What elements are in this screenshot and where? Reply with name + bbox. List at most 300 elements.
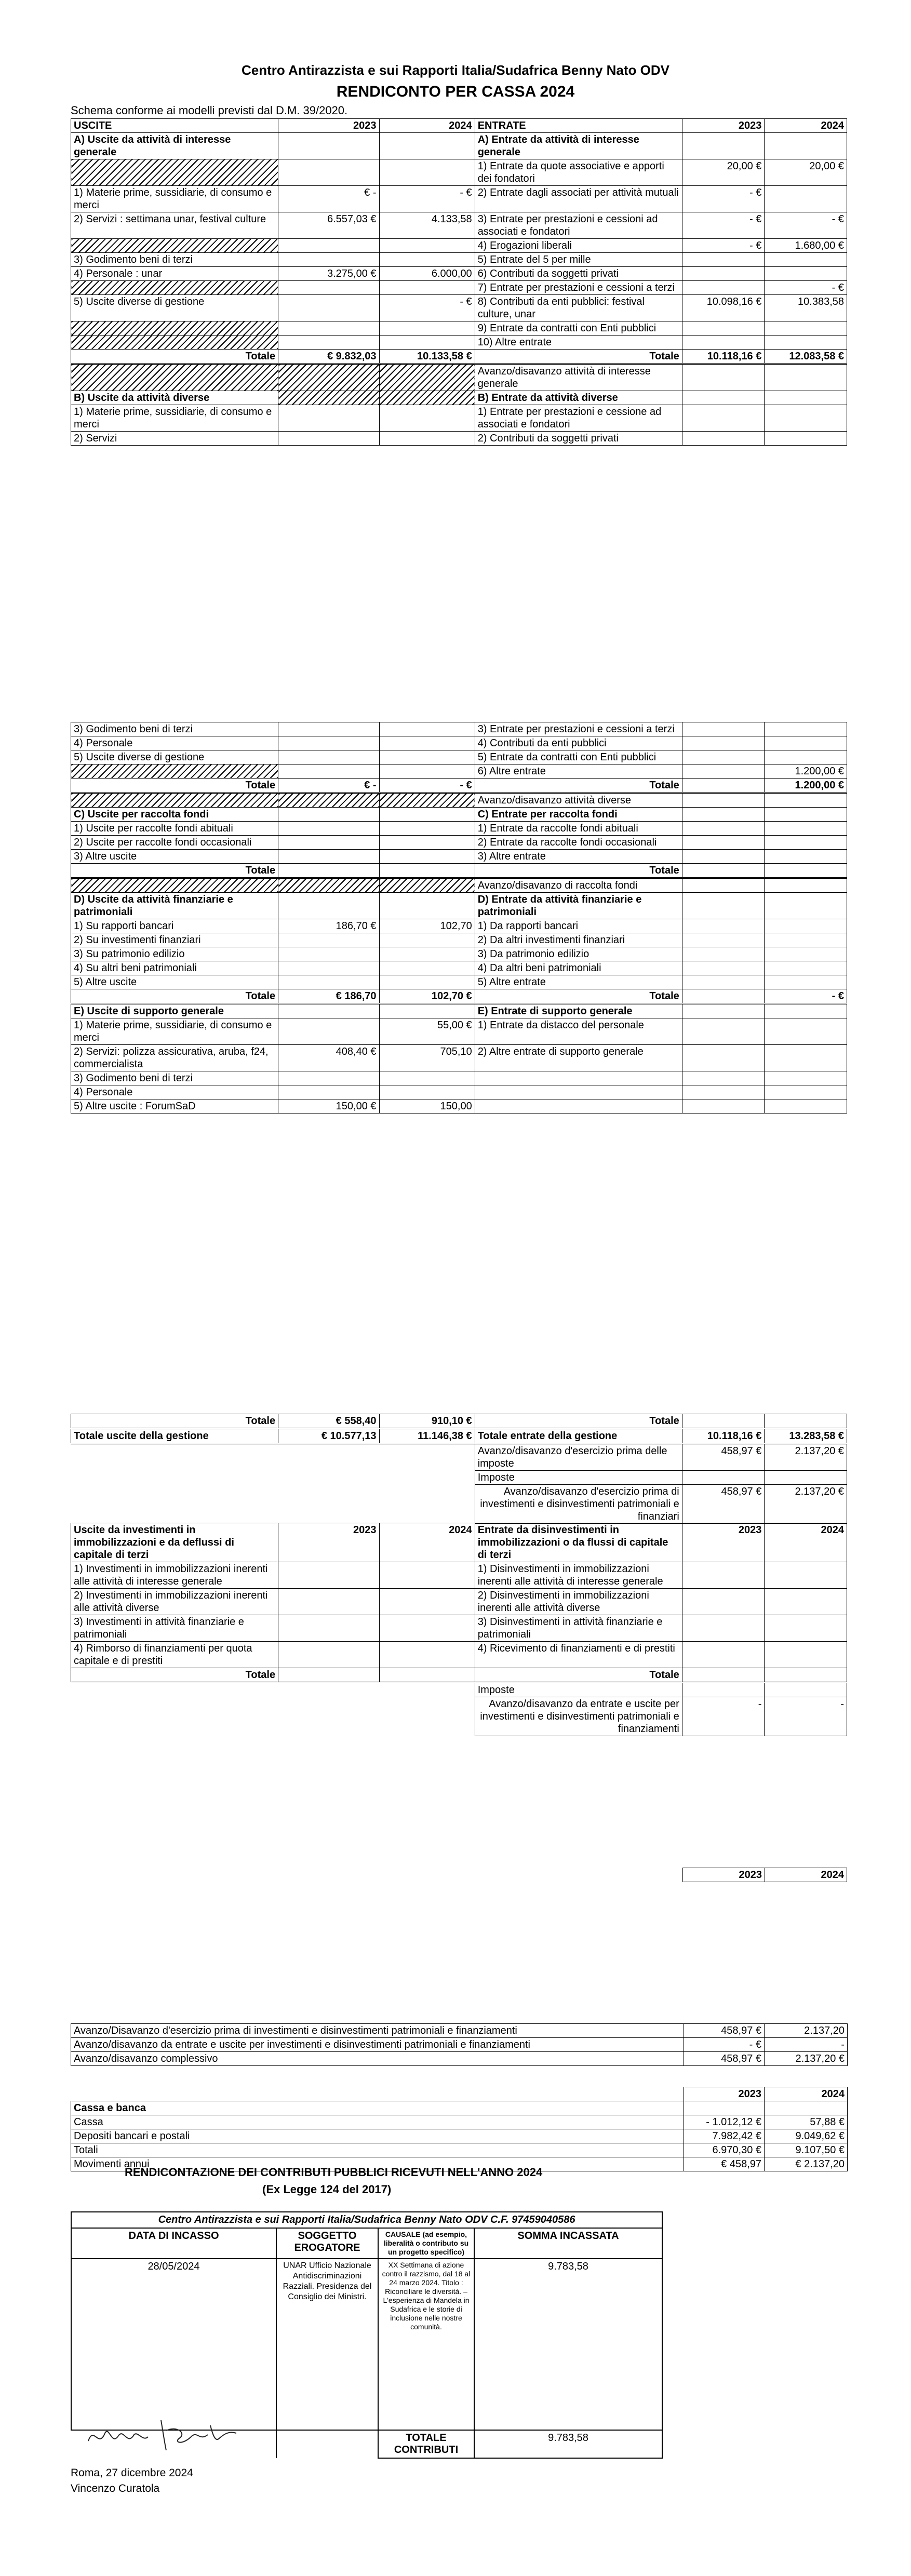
table-cell [278,975,379,989]
contrib-causale: XX Settimana di azione contro il razzismo, dal 18 al 24 marzo 2024. Titolo : Riconciliare le diversità. – L'esperienza di Mandela in Sudafrica e le storie di inclusione nelle nostre comunità. [378,2259,474,2430]
table-cell [682,1642,765,1668]
table-row [71,793,847,808]
table-cell: 20,00 € [765,159,847,186]
table-cell: 4) Personale : unar [71,267,278,281]
table-cell [278,1444,379,1471]
report-title: RENDICONTO PER CASSA 2024 [336,83,575,100]
table-cell: 3) Godimento beni di terzi [71,1071,278,1085]
table-cell [682,961,765,975]
header-cell: ENTRATE [475,119,682,133]
table-row [71,722,847,736]
table-cell: 6.000,00 [379,267,475,281]
table-cell: - 1.012,12 € [684,2115,765,2129]
table-cell [278,1642,379,1668]
col-causale: CAUSALE (ad esempio, liberalità o contributo su un progetto specifico) [378,2228,474,2259]
table-cell [379,1589,475,1615]
table-cell [765,750,847,764]
table-cell: - € [379,186,475,212]
table-cell: 6) Altre entrate [475,764,682,779]
table-cell [379,1697,475,1736]
table-row [71,947,847,961]
table-cell [765,975,847,989]
table-cell: 2) Entrate dagli associati per attività mutuali [475,186,682,212]
table-cell [379,1071,475,1085]
table-cell: Avanzo/disavanzo attività diverse [475,793,682,808]
table-cell: - € [684,2038,765,2052]
table-cell: - € [765,989,847,1004]
table-cell [278,822,379,836]
table-cell [682,850,765,864]
table-cell [765,432,847,446]
table-cell: 1) Materie prime, sussidiarie, di consumo e merci [71,1018,278,1045]
table-row [71,405,847,432]
table-cell [379,808,475,822]
table-cell [765,961,847,975]
table-cell: Cassa [71,2115,684,2129]
header-cell: 2024 [765,119,847,133]
table-cell: B) Entrate da attività diverse [475,391,682,405]
table-cell [379,975,475,989]
table-cell: 1) Su rapporti bancari [71,919,278,933]
table-cell: 2) Altre entrate di supporto generale [475,1045,682,1071]
table-cell [379,1615,475,1642]
table-row [71,1444,847,1471]
table-cell: - [765,2038,848,2052]
table-cell: 9.049,62 € [765,2129,848,2143]
table-row [71,989,847,1004]
table-cell: 10.383,58 [765,295,847,321]
table-cell: 2) Servizi : settimana unar, festival culture [71,212,278,239]
table-row [71,321,847,336]
table-cell: 3.275,00 € [278,267,379,281]
table-cell [379,1471,475,1485]
table-cell [765,1642,847,1668]
table-cell [278,764,379,779]
table-cell [765,822,847,836]
table-cell [682,1471,765,1485]
table-cell: - [682,1697,765,1736]
table-row [71,239,847,253]
table-cell: 1) Da rapporti bancari [475,919,682,933]
table-cell: 6.970,30 € [684,2143,765,2157]
table-cell: Depositi bancari e postali [71,2129,684,2143]
table-row [71,1683,847,1697]
table-cell: E) Entrate di supporto generale [475,1004,682,1018]
table-cell [71,336,278,350]
table-cell: Totale [475,779,682,793]
table-row [71,1018,847,1045]
totals-table [71,1414,847,1524]
table-cell [475,1099,682,1113]
table-cell: 4) Personale [71,1085,278,1099]
table-cell [682,405,765,432]
table-cell: Avanzo/disavanzo complessivo [71,2052,684,2066]
table-row [71,186,847,212]
table-cell: 3) Entrate per prestazioni e cessioni a terzi [475,722,682,736]
table-cell [278,391,379,405]
table-cell: E) Uscite di supporto generale [71,1004,278,1018]
table-row [71,281,847,295]
table-cell [379,836,475,850]
table-cell [765,864,847,878]
place-date: Roma, 27 dicembre 2024 [71,2467,193,2479]
table-cell [278,736,379,750]
table-cell [765,793,847,808]
table-cell: 458,97 € [682,1485,765,1524]
table-cell: 9.107,50 € [765,2143,848,2157]
table-cell: Totale [475,350,682,364]
table-cell: 2) Da altri investimenti finanziari [475,933,682,947]
table-cell [682,1562,765,1589]
contributions-subtitle: (Ex Legge 124 del 2017) [262,2183,392,2196]
table-cell [682,1589,765,1615]
table-cell: Imposte [475,1683,682,1697]
table-cell: 3) Investimenti in attività finanziarie e patrimoniali [71,1615,278,1642]
table-cell: 5) Entrate del 5 per mille [475,253,682,267]
table-cell [682,764,765,779]
table-row [71,2129,848,2143]
table-cell [278,1697,379,1736]
col-erogatore: SOGGETTO EROGATORE [276,2228,378,2259]
table-cell: Totale [475,1668,682,1683]
table-row [71,253,847,267]
contrib-somma: 9.783,58 [474,2259,662,2430]
table-cell: Avanzo/disavanzo attività di interesse generale [475,364,682,391]
table-row [71,1615,847,1642]
table-cell: € - [278,779,379,793]
table-cell [682,750,765,764]
table-cell: - € [765,281,847,295]
investments-table [71,1523,847,1736]
table-cell [682,1004,765,1018]
table-cell: 4) Erogazioni liberali [475,239,682,253]
table-cell [278,1018,379,1045]
table-row [71,779,847,793]
table-cell [682,1414,765,1429]
table-row [71,975,847,989]
table-cell: 10.118,16 € [682,1429,765,1444]
table-header [71,119,847,133]
table-cell: Totali [71,2143,684,2157]
table-cell [682,808,765,822]
table-cell: 57,88 € [765,2115,848,2129]
table-cell [278,239,379,253]
table-cell [765,878,847,893]
table-cell [379,1683,475,1697]
table-cell [765,133,847,159]
table-cell [278,1683,379,1697]
table-cell: 150,00 € [278,1099,379,1113]
header-cell: 2024 [379,1523,475,1562]
table-cell [765,722,847,736]
table-cell [71,159,278,186]
table-row [71,1414,847,1429]
table-row [71,736,847,750]
table-row [71,1697,847,1736]
table-cell [278,836,379,850]
table-cell: - € [765,212,847,239]
table-cell: 1.680,00 € [765,239,847,253]
table-header [71,1523,847,1562]
table-cell: 458,97 € [684,2052,765,2066]
table-cell [475,1071,682,1085]
table-cell [379,1444,475,1471]
table-cell [278,1071,379,1085]
table-cell [379,159,475,186]
table-cell: 1.200,00 € [765,764,847,779]
table-cell: 2) Su investimenti finanziari [71,933,278,947]
table-cell [71,1683,278,1697]
table-cell [765,736,847,750]
table-cell: 55,00 € [379,1018,475,1045]
table-cell [765,364,847,391]
table-cell [278,1668,379,1683]
year-cell: 2023 [684,2087,765,2101]
table-cell: 10) Altre entrate [475,336,682,350]
table-cell [765,1471,847,1485]
table-row [71,2143,848,2157]
table-cell: 3) Godimento beni di terzi [71,722,278,736]
table-row [71,2115,848,2129]
table-cell: 3) Altre uscite [71,850,278,864]
org-title: Centro Antirazzista e sui Rapporti Italia/Sudafrica Benny Nato ODV [242,62,669,78]
table-cell [682,1071,765,1085]
table-cell [379,1085,475,1099]
table-cell [765,933,847,947]
table-cell [278,159,379,186]
table-cell [682,919,765,933]
table-cell: € 558,40 [278,1414,379,1429]
table-cell [278,1471,379,1485]
table-cell [682,1099,765,1113]
header-cell: 2023 [682,119,765,133]
table-cell [278,364,379,391]
table-cell [379,750,475,764]
table-cell [278,1562,379,1589]
contrib-date: 28/05/2024 [71,2259,276,2430]
table-cell: Totale [71,989,278,1004]
schema-note: Schema conforme ai modelli previsti dal D.M. 39/2020. [71,104,348,117]
table-cell [278,1085,379,1099]
table-cell [765,336,847,350]
table-row [71,1004,847,1018]
table-cell [278,722,379,736]
table-cell [278,432,379,446]
table-cell: 10.118,16 € [682,350,765,364]
table-cell: Avanzo/disavanzo d'esercizio prima di investimenti e disinvestimenti patrimoniali e finanziari [475,1485,682,1524]
table-cell: 5) Uscite diverse di gestione [71,295,278,321]
table-cell [278,1589,379,1615]
table-cell: 7) Entrate per prestazioni e cessioni a terzi [475,281,682,295]
table-cell [765,1085,847,1099]
header-cell: 2024 [765,1523,847,1562]
table-cell [379,1642,475,1668]
table-cell [379,1004,475,1018]
table-cell [379,850,475,864]
table-cell [71,364,278,391]
table-cell [682,989,765,1004]
year-2023: 2023 [683,1868,765,1882]
table-cell: 5) Altre entrate [475,975,682,989]
table-row [71,2052,848,2066]
table-cell: 1) Entrate da raccolte fondi abituali [475,822,682,836]
table-cell: Totale uscite della gestione [71,1429,278,1444]
header-cell: 2023 [682,1523,765,1562]
table-cell: € 9.832,03 [278,350,379,364]
table-cell [379,961,475,975]
table-cell [765,1683,847,1697]
investments-years-table [682,1868,847,1882]
table-row [71,350,847,364]
header-cell: 2024 [379,119,475,133]
table-row [71,1485,847,1524]
table-cell: 2) Servizi [71,432,278,446]
table-row [71,1071,847,1085]
table-cell [682,1018,765,1045]
table-cell [765,1668,847,1683]
table-cell: 8) Contributi da enti pubblici: festival culture, unar [475,295,682,321]
table-cell [682,133,765,159]
table-cell [278,947,379,961]
table-row [71,2024,848,2038]
table-cell [278,750,379,764]
header-cell: 2023 [278,1523,379,1562]
table-cell [475,1085,682,1099]
table-cell [379,321,475,336]
table-cell [682,1045,765,1071]
signature [83,2410,244,2457]
table-row [71,391,847,405]
table-cell: Avanzo/disavanzo d'esercizio prima delle imposte [475,1444,682,1471]
table-row [71,933,847,947]
table-cell [682,1668,765,1683]
table-cell: Avanzo/disavanzo da entrate e uscite per investimenti e disinvestimenti patrimoniali e finanziamenti [71,2038,684,2052]
table-cell: 705,10 [379,1045,475,1071]
table-cell: 458,97 € [684,2024,765,2038]
header-cell: 2023 [278,119,379,133]
table-cell [71,281,278,295]
table-cell [682,947,765,961]
table-cell [278,295,379,321]
table-cell: 1) Materie prime, sussidiarie, di consumo e merci [71,405,278,432]
table-row [71,1429,847,1444]
table-cell [765,1414,847,1429]
table-cell [765,186,847,212]
table-cell [278,1485,379,1524]
table-cell: 2) Disinvestimenti in immobilizzazioni inerenti alle attività diverse [475,1589,682,1615]
table-cell: - € [379,779,475,793]
main-financial-table [71,118,847,446]
table-cell [682,267,765,281]
table-cell: € 10.577,13 [278,1429,379,1444]
table-cell [682,975,765,989]
contributions-org: Centro Antirazzista e sui Rapporti Italia/Sudafrica Benny Nato ODV C.F. 97459040586 [71,2212,662,2228]
table-cell [278,405,379,432]
table-cell [765,391,847,405]
table-cell: 1.200,00 € [765,779,847,793]
table-cell: Totale [475,1414,682,1429]
table-cell: 3) Godimento beni di terzi [71,253,278,267]
table-cell [379,878,475,893]
table-cell: 4) Su altri beni patrimoniali [71,961,278,975]
table-row [71,295,847,321]
table-cell [379,864,475,878]
table-cell [71,1444,278,1471]
table-cell: 5) Altre uscite : ForumSaD [71,1099,278,1113]
table-cell [379,364,475,391]
table-cell: 7.982,42 € [684,2129,765,2143]
table-row [71,822,847,836]
table-row [71,1562,847,1589]
signatory-name: Vincenzo Curatola [71,2483,160,2494]
table-cell: 4) Ricevimento di finanziamenti e di prestiti [475,1642,682,1668]
table-cell: 20,00 € [682,159,765,186]
table-cell: 2) Entrate da raccolte fondi occasionali [475,836,682,850]
table-cell [278,933,379,947]
table-cell [379,432,475,446]
table-row [71,364,847,391]
table-row [71,836,847,850]
table-cell: 6.557,03 € [278,212,379,239]
table-cell: 1) Investimenti in immobilizzazioni inerenti alle attività di interesse generale [71,1562,278,1589]
table-cell: 3) Altre entrate [475,850,682,864]
table-cell [682,822,765,836]
table-cell: 2.137,20 € [765,2052,848,2066]
table-row [71,2038,848,2052]
table-cell: 1) Entrate da distacco del personale [475,1018,682,1045]
table-cell [682,1615,765,1642]
table-cell [278,808,379,822]
table-cell [71,1485,278,1524]
table-cell [278,893,379,919]
table-cell [379,405,475,432]
table-cell [71,764,278,779]
table-cell: 102,70 € [379,989,475,1004]
table-row [71,1668,847,1683]
year-cell: 2024 [765,2087,848,2101]
table-cell: Avanzo/disavanzo da entrate e uscite per investimenti e disinvestimenti patrimoniali e finanziamenti [475,1697,682,1736]
table-cell: 11.146,38 € [379,1429,475,1444]
table-cell [765,947,847,961]
table-cell: 4) Personale [71,736,278,750]
activities-table [71,722,847,1113]
table-cell [765,850,847,864]
table-cell: 3) Da patrimonio edilizio [475,947,682,961]
table-cell [765,919,847,933]
table-cell: 910,10 € [379,1414,475,1429]
table-row [71,961,847,975]
table-cell: - € [379,295,475,321]
table-cell: 4) Rimborso di finanziamenti per quota capitale e di prestiti [71,1642,278,1668]
table-cell [278,864,379,878]
table-cell: 2) Servizi: polizza assicurativa, aruba, f24, commercialista [71,1045,278,1071]
table-row [71,133,847,159]
table-row [71,336,847,350]
table-cell [682,336,765,350]
table-row [71,1471,847,1485]
table-cell: 13.283,58 € [765,1429,847,1444]
table-cell: 408,40 € [278,1045,379,1071]
table-cell [278,961,379,975]
table-row [71,893,847,919]
table-row [71,432,847,446]
table-row [71,1099,847,1113]
contributions-title: RENDICONTAZIONE DEI CONTRIBUTI PUBBLICI RICEVUTI NELL'ANNO 2024 [125,2166,543,2179]
contrib-erogatore: UNAR Ufficio Nazionale Antidiscriminazioni Razziali. Presidenza del Consiglio dei Ministri. [276,2259,378,2430]
table-cell: 6) Contributi da soggetti privati [475,267,682,281]
table-cell: C) Entrate per raccolta fondi [475,808,682,822]
table-cell [71,239,278,253]
